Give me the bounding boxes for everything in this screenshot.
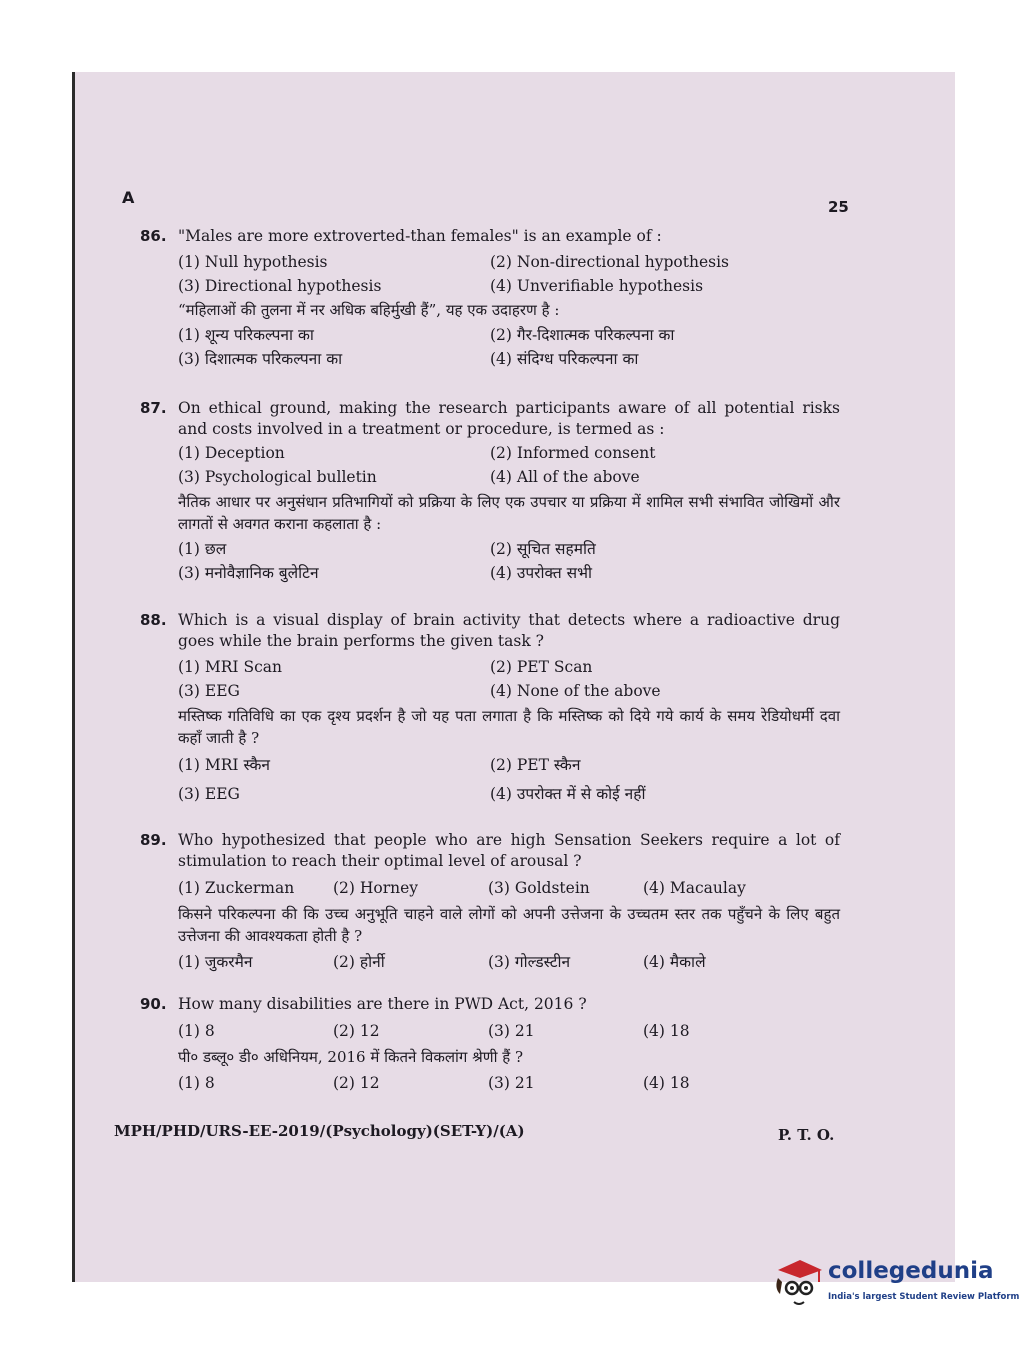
question-number: 87. (140, 399, 167, 417)
options-en (178, 1021, 840, 1042)
option: (2) 12 (333, 1022, 380, 1040)
option: (3) Directional hypothesis (178, 277, 382, 295)
options-en (178, 252, 840, 297)
option: (3) Goldstein (488, 879, 590, 897)
option: (4) मैकाले (643, 953, 706, 971)
question-text-en: "Males are more extroverted-than females" is an example of : (178, 227, 662, 245)
option: (4) Unverifiable hypothesis (490, 277, 704, 295)
option: (3) EEG (178, 785, 240, 803)
option: (1) Null hypothesis (178, 253, 328, 271)
page-number: 25 (828, 198, 849, 216)
option: (4) Macaulay (643, 879, 746, 897)
pto-label: P. T. O. (778, 1126, 835, 1144)
options-hi (178, 1073, 840, 1094)
option: (4) None of the above (490, 682, 661, 700)
question-text-en: Who hypothesized that people who are high Sensation Seekers require a lot of stimulation to reach their optimal level of arousal ? (178, 831, 840, 870)
question-87 (140, 398, 840, 584)
option: (3) मनोवैज्ञानिक बुलेटिन (178, 564, 319, 582)
option: (4) 18 (643, 1074, 690, 1092)
question-number: 86. (140, 227, 167, 245)
options-hi (178, 755, 840, 805)
option: (3) 21 (488, 1022, 535, 1040)
option: (4) 18 (643, 1022, 690, 1040)
question-text-hi: मस्तिष्क गतिविधि का एक दृश्य प्रदर्शन है जो यह पता लगाता है कि मस्तिष्क को दिये गये कार्य के समय रेडियोधर्मी दवा कहाँ जाती है ? (178, 707, 840, 747)
option: (3) दिशात्मक परिकल्पना का (178, 350, 343, 368)
question-text-en: How many disabilities are there in PWD Act, 2016 ? (178, 995, 587, 1013)
option: (1) शून्य परिकल्पना का (178, 326, 314, 344)
option: (2) होर्नी (333, 953, 385, 971)
question-text-en: Which is a visual display of brain activity that detects where a radioactive drug goes while the brain performs the given task ? (178, 611, 840, 650)
option: (2) Horney (333, 879, 419, 897)
question-number: 90. (140, 995, 167, 1013)
logo-wordmark: collegedunia (828, 1258, 994, 1284)
question-88 (140, 610, 840, 805)
question-text-hi: नैतिक आधार पर अनुसंधान प्रतिभागियों को प्रक्रिया के लिए एक उपचार या प्रक्रिया में शामिल सभी संभावित जोखिमों और लागतों से अवगत कराना कहलाता है : (178, 493, 840, 533)
option: (2) Informed consent (490, 444, 656, 462)
paper-code: MPH/PHD/URS-EE-2019/(Psychology)(SET-Y)/(A) (114, 1122, 525, 1140)
question-90 (140, 994, 840, 1094)
option: (1) Zuckerman (178, 879, 295, 897)
option: (1) छल (178, 540, 227, 558)
option: (2) गैर-दिशात्मक परिकल्पना का (490, 326, 675, 344)
option: (3) Psychological bulletin (178, 468, 377, 486)
option: (2) Non-directional hypothesis (490, 253, 730, 271)
option: (4) उपरोक्त में से कोई नहीं (490, 785, 646, 803)
mascot-icon (770, 1252, 824, 1314)
question-text-hi: पी० डब्लू० डी० अधिनियम, 2016 में कितने विकलांग श्रेणी हैं ? (178, 1048, 524, 1066)
set-letter: A (122, 188, 135, 207)
option: (3) गोल्डस्टीन (488, 953, 571, 971)
options-en (178, 878, 840, 899)
option: (1) 8 (178, 1074, 215, 1092)
option: (2) सूचित सहमति (490, 540, 596, 558)
question-number: 89. (140, 831, 167, 849)
options-hi (178, 952, 840, 973)
option: (3) EEG (178, 682, 240, 700)
option: (2) PET Scan (490, 658, 593, 676)
options-en (178, 443, 840, 488)
option: (1) 8 (178, 1022, 215, 1040)
question-number: 88. (140, 611, 167, 629)
question-text-en: On ethical ground, making the research participants aware of all potential risks and costs involved in a treatment or procedure, is termed as : (178, 399, 840, 438)
question-89 (140, 830, 840, 973)
option: (2) PET स्कैन (490, 756, 581, 774)
option: (4) All of the above (490, 468, 640, 486)
option: (3) 21 (488, 1074, 535, 1092)
option: (1) MRI Scan (178, 658, 282, 676)
question-text-hi: “महिलाओं की तुलना में नर अधिक बहिर्मुखी हैं”, यह एक उदाहरण है : (178, 301, 560, 319)
question-86 (140, 226, 840, 370)
option: (4) उपरोक्त सभी (490, 564, 592, 582)
options-hi (178, 325, 840, 370)
collegedunia-logo (770, 1252, 1020, 1316)
options-en (178, 657, 840, 702)
options-hi (178, 539, 840, 584)
option: (4) संदिग्ध परिकल्पना का (490, 350, 639, 368)
option: (1) जुकरमैन (178, 953, 253, 971)
option: (1) MRI स्कैन (178, 756, 271, 774)
option: (1) Deception (178, 444, 285, 462)
question-text-hi: किसने परिकल्पना की कि उच्च अनुभूति चाहने वाले लोगों को अपनी उत्तेजना के उच्चतम स्तर तक पहुँचने के लिए बहुत उत्तेजना की आवश्यकता होती है ? (178, 905, 840, 945)
option: (2) 12 (333, 1074, 380, 1092)
logo-tagline: India's largest Student Review Platform (828, 1292, 1020, 1302)
